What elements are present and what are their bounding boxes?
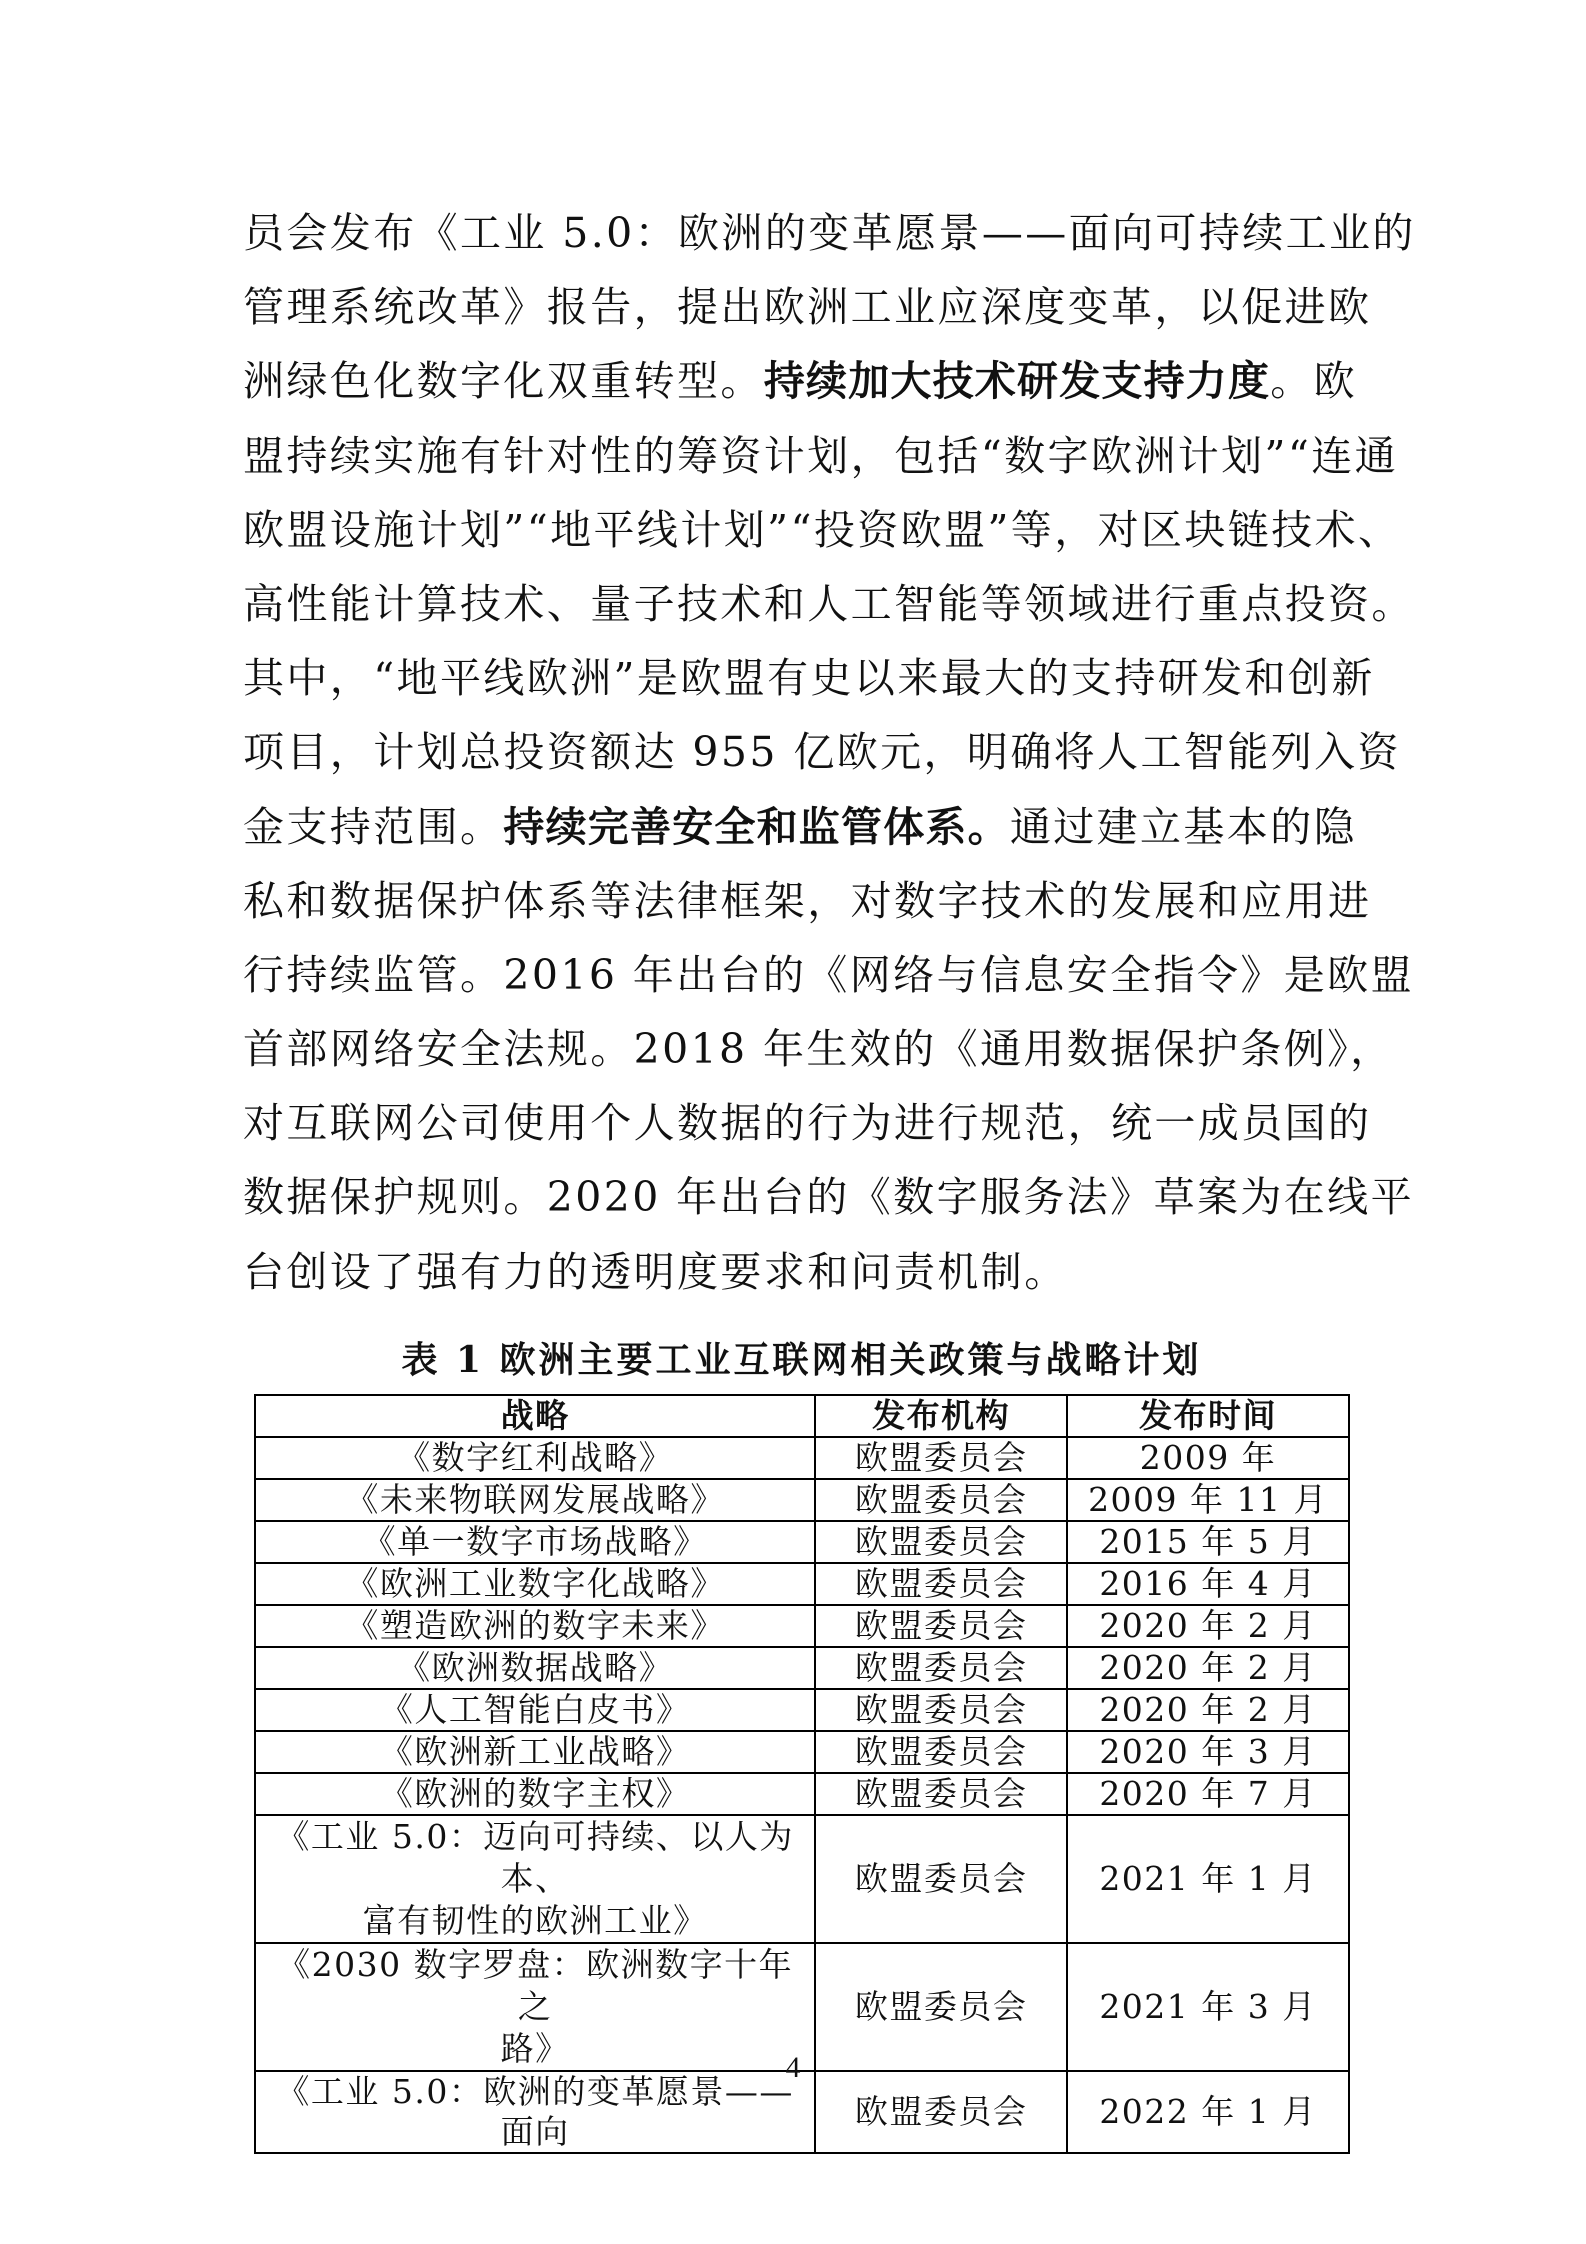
body-text-run: 管理系统改革》报告，提出欧洲工业应深度变革，以促进欧 [243,283,1372,332]
cell-strategy-line: 路》 [500,2029,570,2068]
body-text-run: 洲绿色化数字化双重转型。 [243,357,764,406]
cell-date: 2020 年 7 月 [1067,1773,1349,1815]
header-date: 发布时间 [1067,1395,1349,1437]
cell-org: 欧盟委员会 [815,1815,1067,1943]
cell-date: 2009 年 11 月 [1067,1479,1349,1521]
body-text-run: 高性能计算技术、量子技术和人工智能等领域进行重点投资。 [243,579,1415,628]
page-number: 4 [785,2051,801,2084]
cell-date: 2020 年 2 月 [1067,1689,1349,1731]
body-text-run: 。欧 [1270,357,1358,406]
table-header-row [255,1395,1349,1437]
table-row [255,1479,1349,1521]
body-line [243,270,1372,344]
body-text-run: 对互联网公司使用个人数据的行为进行规范，统一成员国的 [243,1099,1372,1148]
cell-org: 欧盟委员会 [815,1605,1067,1647]
emphasis-heading: 持续加大技术研发支持力度 [763,357,1271,406]
table-row [255,1731,1349,1773]
cell-org: 欧盟委员会 [815,1647,1067,1689]
body-line [243,344,1358,418]
body-text-run: 行持续监管。2016 年出台的《网络与信息安全指令》是欧盟 [243,950,1414,999]
body-line [243,419,1399,493]
cell-org: 欧盟委员会 [815,2071,1067,2153]
body-line [243,938,1414,1012]
table-row [255,1605,1349,1647]
cell-strategy: 《单一数字市场战略》 [255,1521,815,1563]
body-line [243,196,1416,270]
body-line [243,790,1358,864]
cell-strategy: 《数字红利战略》 [255,1437,815,1479]
table-caption: 表 1 欧洲主要工业互联网相关政策与战略计划 [401,1339,1202,1381]
body-text-run: 欧盟设施计划”“地平线计划”“投资欧盟”等，对区块链技术、 [243,505,1402,554]
body-line [243,567,1415,641]
body-text-run: 首部网络安全法规。2018 年生效的《通用数据保护条例》， [243,1025,1394,1074]
table-row [255,1563,1349,1605]
cell-org: 欧盟委员会 [815,1773,1067,1815]
body-text-run: 项目，计划总投资额达 955 亿欧元，明确将人工智能列入资 [243,728,1401,777]
cell-strategy: 《塑造欧洲的数字未来》 [255,1605,815,1647]
cell-date: 2021 年 3 月 [1067,1943,1349,2071]
table-row [255,1815,1349,1943]
table-row [255,1773,1349,1815]
body-text-run: 台创设了强有力的透明度要求和问责机制。 [243,1247,1068,1296]
cell-org: 欧盟委员会 [815,1479,1067,1521]
body-text-run: 员会发布《工业 5.0：欧洲的变革愿景——面向可持续工业的 [243,209,1416,257]
cell-date: 2020 年 2 月 [1067,1647,1349,1689]
body-line [243,641,1375,715]
cell-date: 2009 年 [1067,1437,1349,1479]
cell-org: 欧盟委员会 [815,1943,1067,2071]
cell-org: 欧盟委员会 [815,1437,1067,1479]
cell-date: 2021 年 1 月 [1067,1815,1349,1943]
cell-strategy-line: 《工业 5.0：迈向可持续、以人为本、 [276,1817,794,1898]
body-line [243,493,1402,567]
body-line [243,1160,1414,1234]
cell-date: 2022 年 1 月 [1067,2071,1349,2153]
cell-strategy-line: 富有韧性的欧洲工业》 [362,1901,708,1940]
header-strategy: 战略 [255,1395,815,1437]
table-row [255,1437,1349,1479]
header-org: 发布机构 [815,1395,1067,1437]
body-line [243,1235,1353,1309]
cell-strategy [255,1815,815,1943]
cell-strategy: 《欧洲的数字主权》 [255,1773,815,1815]
cell-org: 欧盟委员会 [815,1521,1067,1563]
cell-date: 2016 年 4 月 [1067,1563,1349,1605]
body-text-run: 数据保护规则。2020 年出台的《数字服务法》草案为在线平 [243,1173,1414,1222]
cell-date: 2015 年 5 月 [1067,1521,1349,1563]
cell-strategy: 《工业 5.0：欧洲的变革愿景——面向 [255,2071,815,2153]
cell-org: 欧盟委员会 [815,1563,1067,1605]
cell-date: 2020 年 2 月 [1067,1605,1349,1647]
cell-strategy: 《欧洲数据战略》 [255,1647,815,1689]
body-line [243,864,1372,938]
table-row [255,1521,1349,1563]
cell-strategy: 《未来物联网发展战略》 [255,1479,815,1521]
table-row [255,1647,1349,1689]
body-line [243,1012,1394,1086]
body-text-run: 私和数据保护体系等法律框架，对数字技术的发展和应用进 [243,876,1372,925]
cell-org: 欧盟委员会 [815,1731,1067,1773]
cell-strategy-line: 《2030 数字罗盘：欧洲数字十年之 [277,1945,794,2026]
cell-date: 2020 年 3 月 [1067,1731,1349,1773]
body-text-run: 通过建立基本的隐 [1009,802,1358,851]
policy-table [254,1394,1350,2154]
cell-strategy: 《人工智能白皮书》 [255,1689,815,1731]
emphasis-heading: 持续完善安全和监管体系。 [503,802,1010,851]
body-line [243,1086,1372,1160]
body-line [243,715,1401,789]
cell-strategy: 《欧洲新工业战略》 [255,1731,815,1773]
cell-strategy: 《欧洲工业数字化战略》 [255,1563,815,1605]
cell-org: 欧盟委员会 [815,1689,1067,1731]
body-text-run: 金支持范围。 [243,802,504,851]
body-text-run: 其中，“地平线欧洲”是欧盟有史以来最大的支持研发和创新 [243,654,1375,703]
body-paragraph [243,196,1416,1309]
body-text-run: 盟持续实施有针对性的筹资计划，包括“数字欧洲计划”“连通 [243,431,1399,480]
table-row [255,1689,1349,1731]
